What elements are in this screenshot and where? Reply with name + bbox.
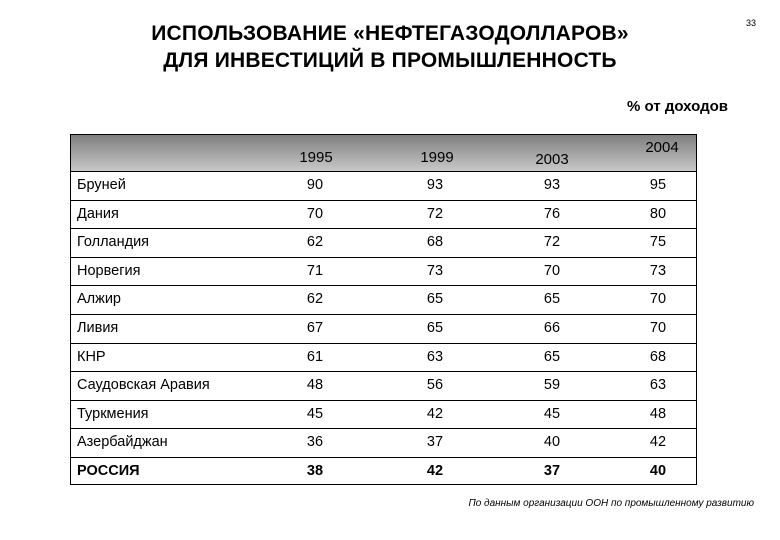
value-cell: 45 bbox=[543, 405, 561, 422]
value-cell: 62 bbox=[306, 234, 324, 251]
value-cell: 65 bbox=[426, 291, 444, 308]
unit-note: % от доходов bbox=[627, 98, 728, 115]
value-cell: 93 bbox=[543, 177, 561, 193]
table-row bbox=[71, 171, 696, 200]
table-row bbox=[71, 228, 696, 257]
value-cell: 48 bbox=[306, 377, 324, 394]
value-cell: 65 bbox=[543, 291, 561, 308]
data-table bbox=[70, 134, 697, 485]
country-cell: КНР bbox=[77, 348, 106, 365]
country-cell: Алжир bbox=[77, 291, 121, 308]
value-cell: 70 bbox=[649, 291, 667, 308]
value-cell: 68 bbox=[426, 234, 444, 251]
value-cell: 90 bbox=[306, 177, 324, 193]
value-cell: 67 bbox=[306, 320, 324, 336]
value-cell: 95 bbox=[649, 177, 667, 193]
value-cell: 70 bbox=[306, 205, 324, 222]
year-header-2003: 2003 bbox=[535, 151, 569, 168]
value-cell: 71 bbox=[306, 262, 324, 279]
value-cell: 42 bbox=[426, 463, 444, 479]
value-cell: 93 bbox=[426, 177, 444, 193]
value-cell: 72 bbox=[543, 234, 561, 251]
year-header-1999: 1999 bbox=[420, 149, 454, 166]
table-header bbox=[71, 135, 696, 171]
table-row bbox=[71, 400, 696, 429]
country-cell: Азербайджан bbox=[77, 434, 168, 451]
value-cell: 40 bbox=[649, 463, 667, 479]
value-cell: 40 bbox=[543, 434, 561, 451]
country-cell: Норвегия bbox=[77, 262, 141, 279]
value-cell: 66 bbox=[543, 320, 561, 336]
value-cell: 63 bbox=[426, 348, 444, 365]
country-cell: Дания bbox=[77, 205, 119, 222]
value-cell: 70 bbox=[649, 320, 667, 336]
table-row bbox=[71, 285, 696, 314]
value-cell: 68 bbox=[649, 348, 667, 365]
value-cell: 65 bbox=[426, 320, 444, 336]
country-cell: РОССИЯ bbox=[77, 463, 140, 479]
year-header-1995: 1995 bbox=[299, 149, 333, 166]
country-cell: Саудовская Аравия bbox=[77, 377, 210, 394]
country-cell: Ливия bbox=[77, 320, 119, 336]
source-note: По данным организации ООН по промышленному развитию bbox=[468, 498, 754, 509]
title-line-2: ДЛЯ ИНВЕСТИЦИЙ В ПРОМЫШЛЕННОСТЬ bbox=[163, 49, 617, 72]
value-cell: 80 bbox=[649, 205, 667, 222]
table-row bbox=[71, 257, 696, 286]
year-header-2004: 2004 bbox=[645, 139, 679, 156]
page-number: 33 bbox=[745, 18, 756, 28]
value-cell: 45 bbox=[306, 405, 324, 422]
value-cell: 73 bbox=[426, 262, 444, 279]
value-cell: 42 bbox=[649, 434, 667, 451]
value-cell: 56 bbox=[426, 377, 444, 394]
value-cell: 63 bbox=[649, 377, 667, 394]
value-cell: 36 bbox=[306, 434, 324, 451]
country-cell: Голландия bbox=[77, 234, 150, 251]
page-title bbox=[90, 20, 690, 74]
value-cell: 59 bbox=[543, 377, 561, 394]
country-cell: Бруней bbox=[77, 177, 126, 193]
value-cell: 65 bbox=[543, 348, 561, 365]
table-row bbox=[71, 457, 696, 486]
table-row bbox=[71, 314, 696, 343]
value-cell: 72 bbox=[426, 205, 444, 222]
table-row bbox=[71, 200, 696, 229]
country-cell: Туркмения bbox=[77, 405, 149, 422]
value-cell: 62 bbox=[306, 291, 324, 308]
table-row bbox=[71, 428, 696, 457]
value-cell: 61 bbox=[306, 348, 324, 365]
title-line-1: ИСПОЛЬЗОВАНИЕ «НЕФТЕГАЗОДОЛЛАРОВ» bbox=[151, 22, 629, 45]
value-cell: 37 bbox=[543, 463, 561, 479]
value-cell: 73 bbox=[649, 262, 667, 279]
value-cell: 48 bbox=[649, 405, 667, 422]
value-cell: 42 bbox=[426, 405, 444, 422]
value-cell: 38 bbox=[306, 463, 324, 479]
table-row bbox=[71, 371, 696, 400]
value-cell: 70 bbox=[543, 262, 561, 279]
value-cell: 75 bbox=[649, 234, 667, 251]
value-cell: 76 bbox=[543, 205, 561, 222]
table-row bbox=[71, 343, 696, 372]
value-cell: 37 bbox=[426, 434, 444, 451]
